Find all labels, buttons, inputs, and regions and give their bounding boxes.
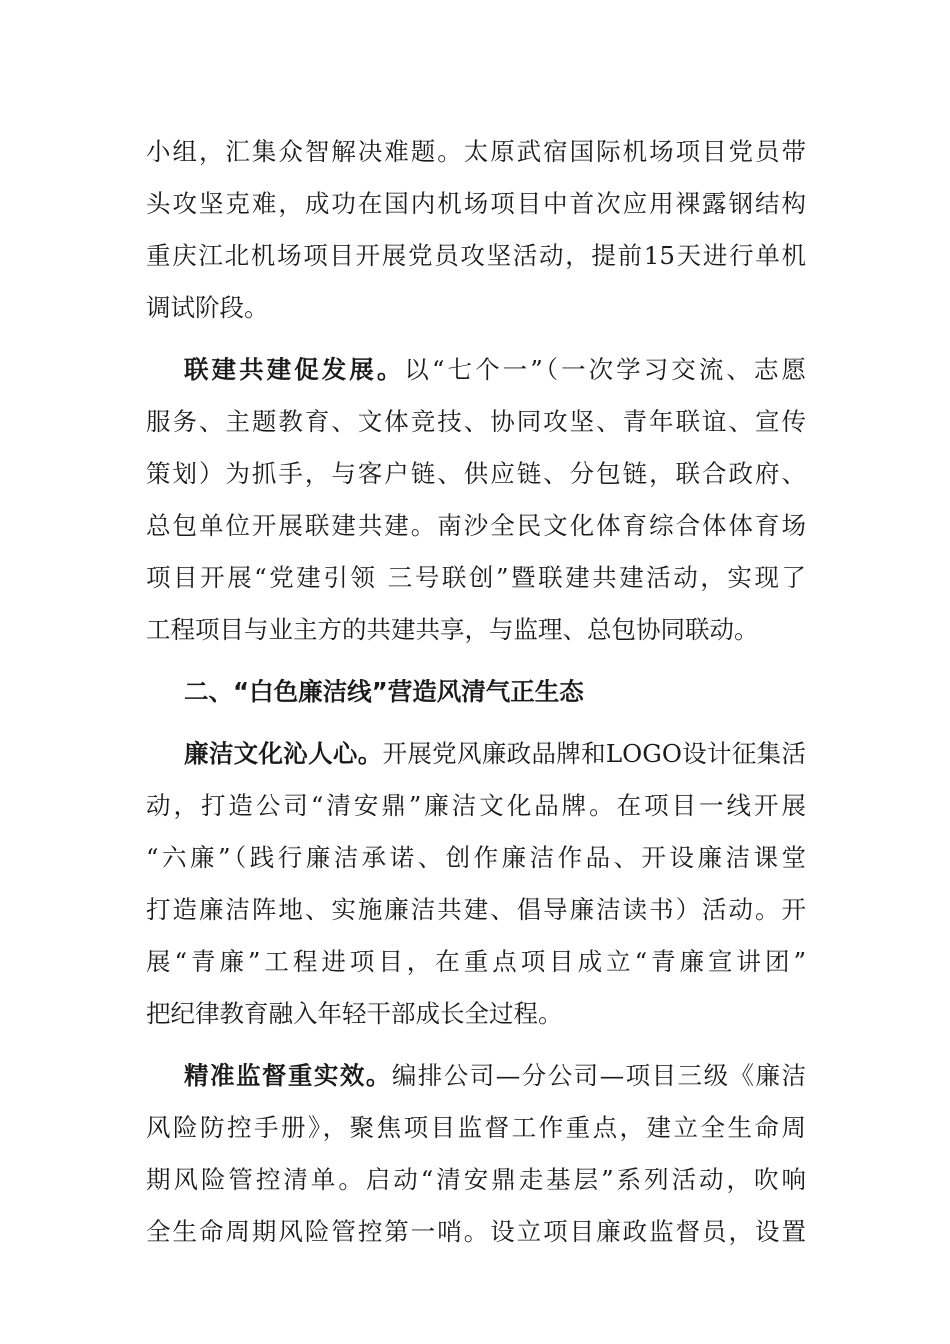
paragraph-line: 服务、主题教育、文体竞技、协同攻坚、青年联谊、宣传: [146, 407, 806, 436]
paragraph-line: 小组，汇集众智解决难题。太原武宿国际机场项目党员带: [146, 137, 806, 166]
paragraph-line: 重庆江北机场项目开展党员攻坚活动，提前15天进行单机: [146, 241, 806, 270]
paragraph-lead-title: 精准监督重实效。: [184, 1061, 392, 1090]
paragraph-first-line: [146, 344, 806, 396]
document-page: [146, 126, 806, 1258]
paragraph-lead-title: 廉洁文化沁人心。: [184, 739, 383, 768]
paragraph-line: 总包单位开展联建共建。南沙全民文化体育综合体体育场: [146, 511, 806, 540]
paragraph-3: [146, 728, 806, 1040]
paragraph-1: [146, 126, 806, 334]
paragraph-first-text: 以“七个一”（一次学习交流、志愿: [404, 355, 806, 384]
paragraph-first-text: 开展党风廉政品牌和LOGO设计征集活: [382, 739, 806, 768]
paragraph-line: “六廉”（践行廉洁承诺、创作廉洁作品、开设廉洁课堂: [146, 843, 806, 872]
paragraph-line: 全生命周期风险管控第一哨。设立项目廉政监督员，设置: [146, 1217, 806, 1246]
paragraph-line: 期风险管控清单。启动“清安鼎走基层”系列活动，吹响: [146, 1165, 806, 1194]
paragraph-line: 工程项目与业主方的共建共享，与监理、总包协同联动。: [146, 615, 759, 644]
paragraph-line: 调试阶段。: [146, 293, 269, 322]
section-heading: [146, 666, 806, 718]
paragraph-lead-title: 联建共建促发展。: [184, 355, 405, 384]
paragraph-first-line: [146, 728, 806, 780]
paragraph-line: 把纪律教育融入年轻干部成长全过程。: [146, 999, 563, 1028]
paragraph-line: 展“青廉”工程进项目，在重点项目成立“青廉宣讲团”: [146, 947, 806, 976]
paragraph-line: 项目开展“党建引领 三号联创”暨联建共建活动，实现了: [146, 563, 806, 592]
paragraph-line: 风险防控手册》，聚焦项目监督工作重点，建立全生命周: [146, 1113, 806, 1142]
paragraph-line: 头攻坚克难，成功在国内机场项目中首次应用裸露钢结构: [146, 189, 806, 218]
paragraph-4: [146, 1050, 806, 1258]
paragraph-line: 打造廉洁阵地、实施廉洁共建、倡导廉洁读书）活动。开: [146, 895, 806, 924]
section-heading-text: 二、“白色廉洁线”营造风清气正生态: [184, 677, 584, 706]
paragraph-line: 动，打造公司“清安鼎”廉洁文化品牌。在项目一线开展: [146, 791, 806, 820]
paragraph-first-text: 编排公司—分公司—项目三级《廉洁: [391, 1061, 806, 1090]
paragraph-first-line: [146, 1050, 806, 1102]
paragraph-line: 策划）为抓手，与客户链、供应链、分包链，联合政府、: [146, 459, 806, 488]
paragraph-2: [146, 344, 806, 656]
